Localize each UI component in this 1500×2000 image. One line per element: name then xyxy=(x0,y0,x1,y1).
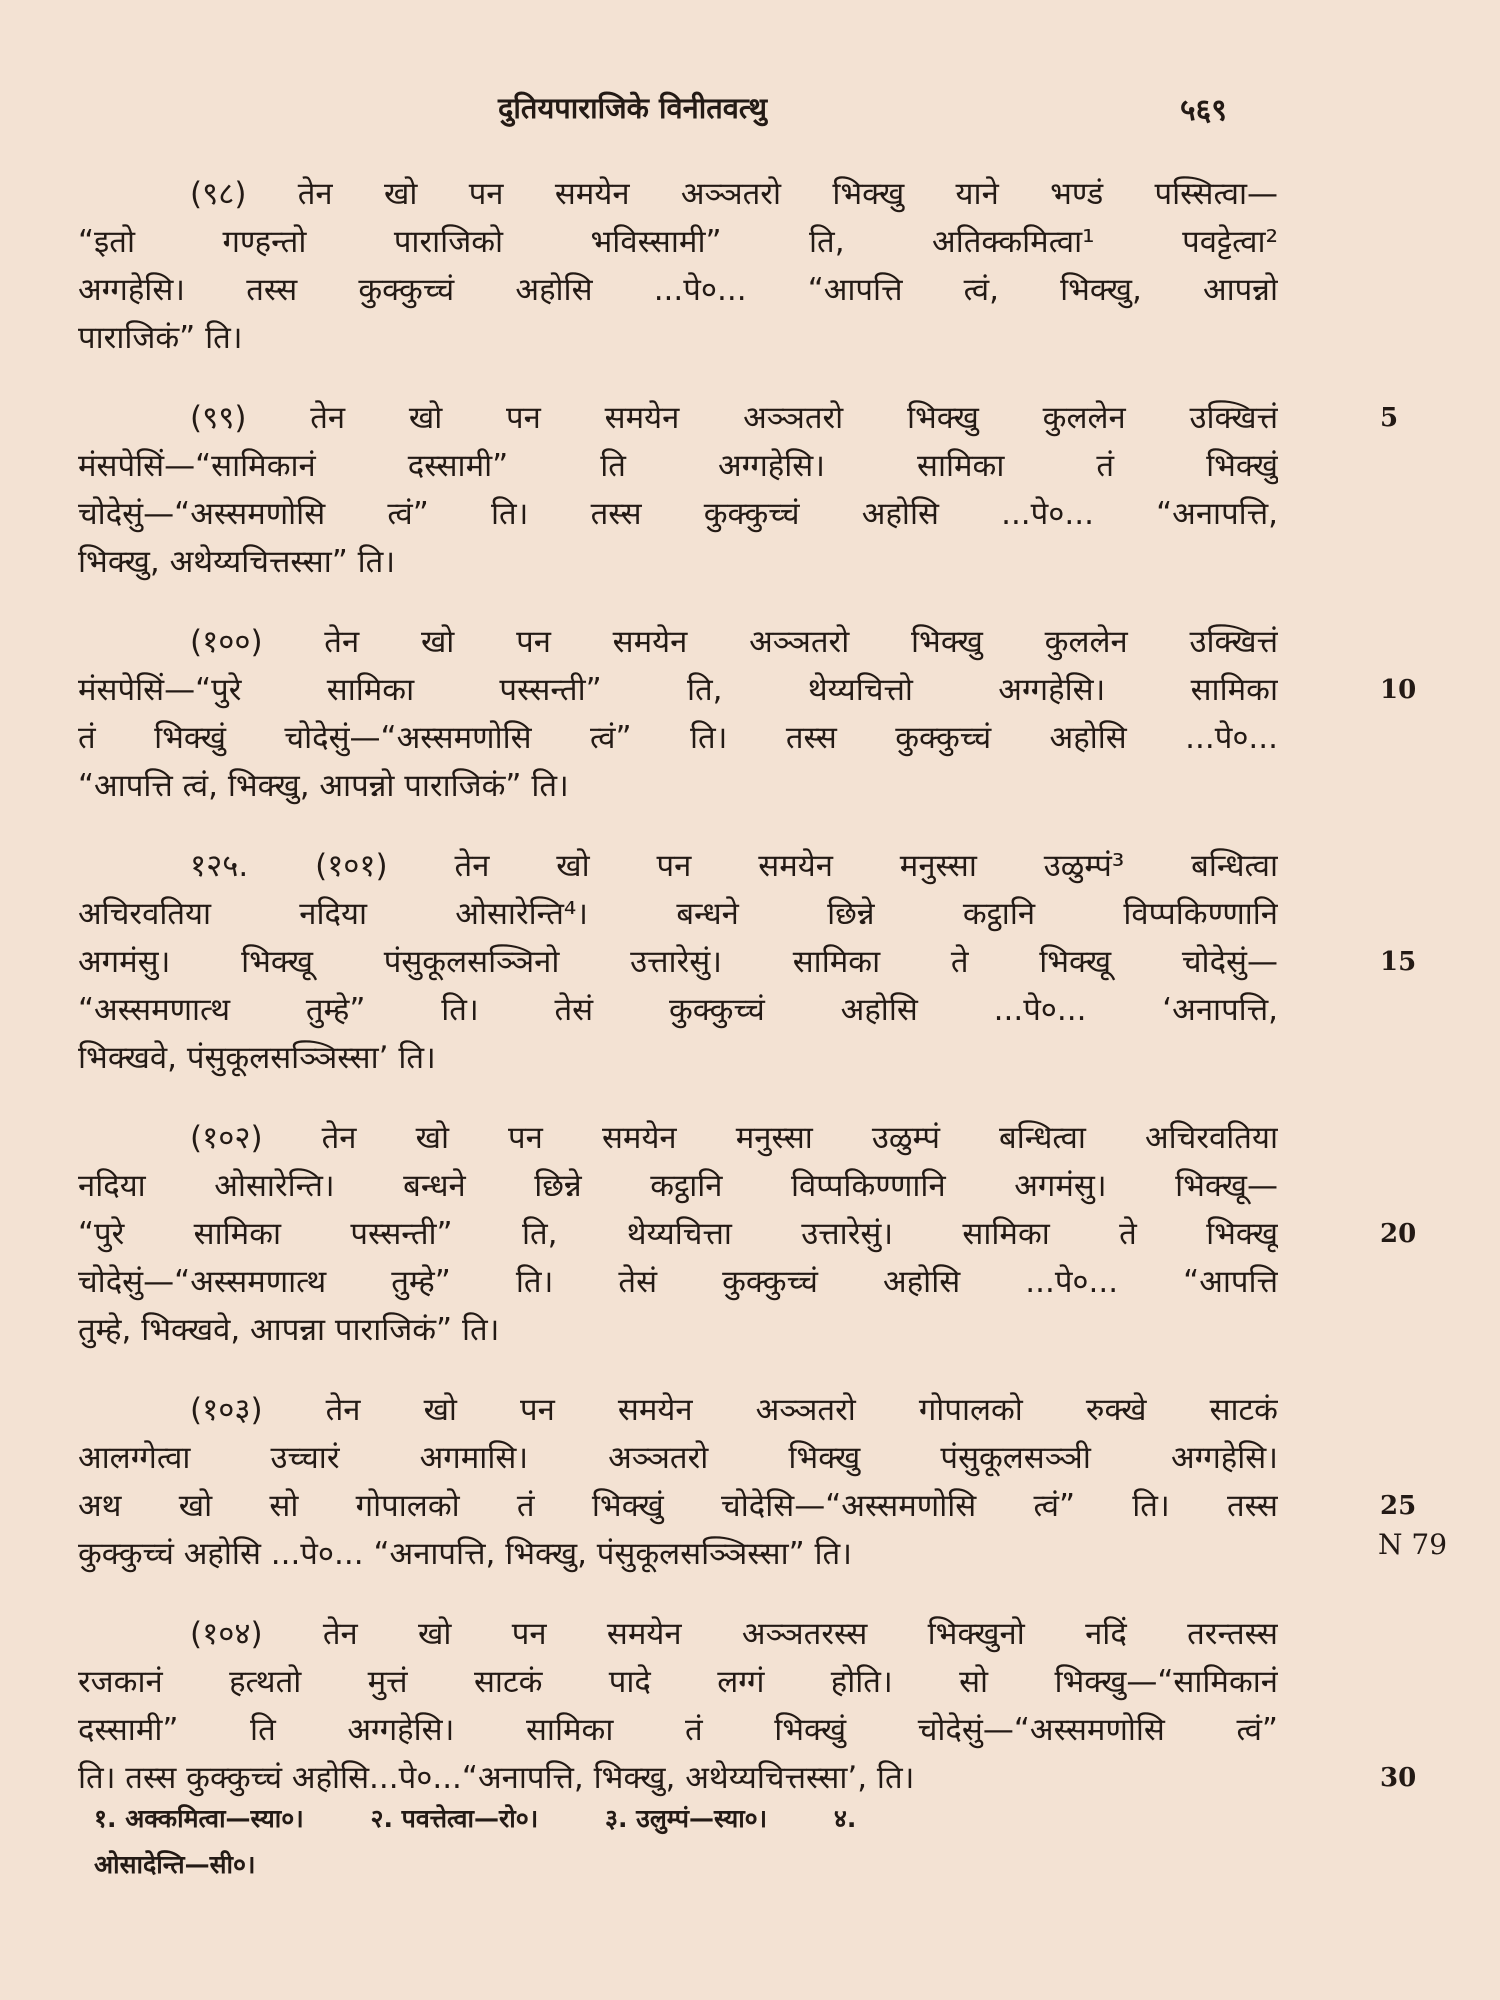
text-line: चोदेसुं—“अस्समणात्थ तुम्हे” ति। तेसं कुक्कुच्चं अहोसि ...पे०... “आपत्ति xyxy=(78,1264,1278,1300)
text-line: रजकानं हत्थतो मुत्तं साटकं पादे लग्गं होति। सो भिक्खु—“सामिकानं xyxy=(78,1664,1278,1700)
page-number: ५६९ xyxy=(1180,93,1227,128)
paragraph-100 xyxy=(78,618,1417,810)
text-line: (१०४) तेन खो पन समयेन अञ्ञतरस्स भिक्खुनो नदिं तरन्तस्स xyxy=(190,1616,1278,1652)
footnote-line xyxy=(94,1796,1234,1842)
text-line: अग्गहेसि। तस्स कुक्कुच्चं अहोसि ...पे०... “आपत्ति त्वं, भिक्खु, आपन्नो xyxy=(78,272,1278,308)
line-number-20: 20 xyxy=(1380,1219,1417,1249)
line-number-25: 25 xyxy=(1380,1491,1417,1521)
text-line: आलग्गेत्वा उच्चारं अगमासि। अञ्ञतरो भिक्खु पंसुकूलसञ्ञी अग्गहेसि। xyxy=(78,1440,1278,1476)
text-line: ति। तस्स कुक्कुच्चं अहोसि...पे०...“अनापत्ति, भिक्खु, अथेय्यचित्तस्सा’, ति। xyxy=(78,1760,915,1796)
paragraph-125-101 xyxy=(78,842,1417,1082)
footnote-line xyxy=(94,1842,1234,1888)
line-number-5: 5 xyxy=(1380,403,1399,433)
text-line: भिक्खु, अथेय्यचित्तस्सा” ति। xyxy=(78,544,396,580)
text-line: अथ खो सो गोपालको तं भिक्खुं चोदेसि—“अस्समणोसि त्वं” ति। तस्स xyxy=(78,1488,1278,1524)
text-line: मंसपेसिं—“सामिकानं दस्सामी” ति अग्गहेसि। सामिका तं भिक्खुं xyxy=(78,448,1278,484)
paragraph-104 xyxy=(78,1610,1417,1802)
text-line: पाराजिकं” ति। xyxy=(78,320,243,356)
paragraph-98 xyxy=(78,170,1278,362)
footnote-1: १. अक्कमित्वा—स्या०। xyxy=(94,1804,304,1833)
line-number-30: 30 xyxy=(1380,1763,1417,1793)
text-line: “अस्समणात्थ तुम्हे” ति। तेसं कुक्कुच्चं अहोसि ...पे०... ‘अनापत्ति, xyxy=(78,992,1278,1028)
text-line: (९८) तेन खो पन समयेन अञ्ञतरो भिक्खु याने भण्डं पस्सित्वा— xyxy=(190,176,1278,212)
text-line: (१००) तेन खो पन समयेन अञ्ञतरो भिक्खु कुललेन उक्खित्तं xyxy=(190,624,1278,660)
footnote-4-number: ४. xyxy=(833,1804,857,1833)
chapter-title: दुतियपाराजिके विनीतवत्थु xyxy=(498,91,767,125)
footnote-2: २. पवत्तेत्वा—रो०। xyxy=(370,1804,539,1833)
footnotes xyxy=(94,1796,1234,1888)
text-line: चोदेसुं—“अस्समणोसि त्वं” ति। तस्स कुक्कुच्चं अहोसि ...पे०... “अनापत्ति, xyxy=(78,496,1278,532)
footnote-4-text: ओसादेन्ति—सी०। xyxy=(94,1850,256,1879)
text-line: (१०२) तेन खो पन समयेन मनुस्सा उळुम्पं बन्धित्वा अचिरवतिया xyxy=(190,1120,1278,1156)
paragraph-102 xyxy=(78,1114,1417,1354)
running-head xyxy=(0,88,1500,138)
paragraph-99 xyxy=(78,394,1399,586)
line-number-10: 10 xyxy=(1380,675,1417,705)
text-line: (१०३) तेन खो पन समयेन अञ्ञतरो गोपालको रुक्खे साटकं xyxy=(190,1392,1278,1428)
text-line: मंसपेसिं—“पुरे सामिका पस्सन्ती” ति, थेय्यचित्तो अग्गहेसि। सामिका xyxy=(78,672,1278,708)
text-line: तुम्हे, भिक्खवे, आपन्ना पाराजिकं” ति। xyxy=(78,1312,500,1348)
footnote-3: ३. उलुम्पं—स्या०। xyxy=(604,1804,768,1833)
text-line: कुक्कुच्चं अहोसि ...पे०... “अनापत्ति, भिक्खु, पंसुकूलसञ्ञिस्सा” ति। xyxy=(78,1536,852,1572)
text-line: “पुरे सामिका पस्सन्ती” ति, थेय्यचित्ता उत्तारेसुं। सामिका ते भिक्खू xyxy=(78,1216,1278,1252)
text-line: “आपत्ति त्वं, भिक्खु, आपन्नो पाराजिकं” ति। xyxy=(78,768,569,804)
text-line: भिक्खवे, पंसुकूलसञ्ञिस्सा’ ति। xyxy=(78,1040,436,1076)
text-line: अगमंसु। भिक्खू पंसुकूलसञ्ञिनो उत्तारेसुं। सामिका ते भिक्खू चोदेसुं— xyxy=(78,944,1278,980)
text-line: दस्सामी” ति अग्गहेसि। सामिका तं भिक्खुं चोदेसुं—“अस्समणोसि त्वं” xyxy=(78,1712,1278,1748)
text-line: अचिरवतिया नदिया ओसारेन्ति⁴। बन्धने छिन्ने कट्ठानि विप्पकिण्णानि xyxy=(78,896,1278,932)
line-number-15: 15 xyxy=(1380,947,1417,977)
text-line: “इतो गण्हन्तो पाराजिको भविस्सामी” ति, अतिक्कमित्वा¹ पवट्टेत्वा² xyxy=(78,224,1278,260)
margin-reference-note: N 79 xyxy=(1378,1528,1448,1561)
text-line: (९९) तेन खो पन समयेन अञ्ञतरो भिक्खु कुललेन उक्खित्तं xyxy=(190,400,1278,436)
text-line: १२५. (१०१) तेन खो पन समयेन मनुस्सा उळुम्पं³ बन्धित्वा xyxy=(190,848,1278,884)
text-line: नदिया ओसारेन्ति। बन्धने छिन्ने कट्ठानि विप्पकिण्णानि अगमंसु। भिक्खू— xyxy=(78,1168,1278,1204)
text-line: तं भिक्खुं चोदेसुं—“अस्समणोसि त्वं” ति। तस्स कुक्कुच्चं अहोसि ...पे०... xyxy=(78,720,1278,756)
